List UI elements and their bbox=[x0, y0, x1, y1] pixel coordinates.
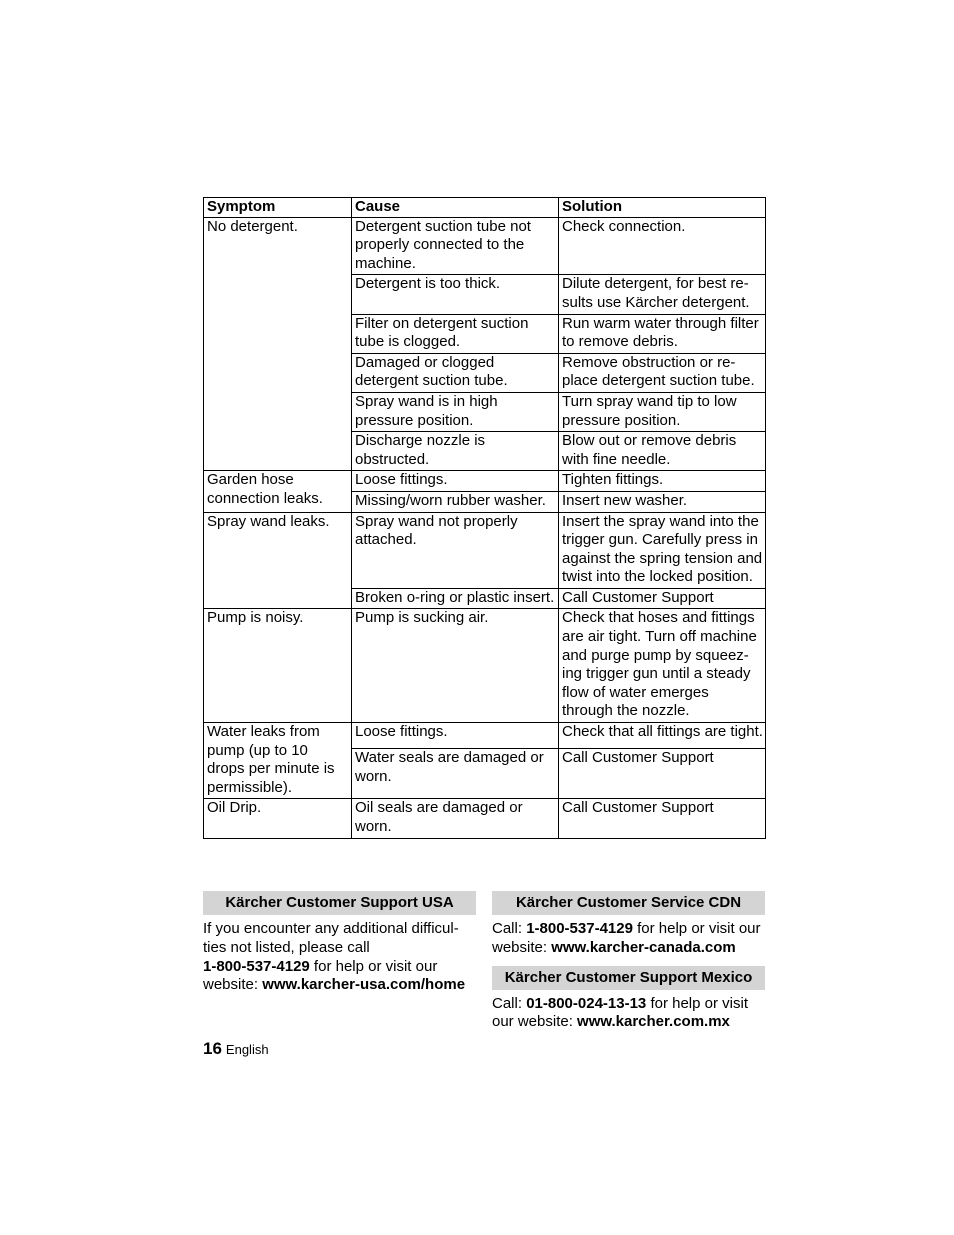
page-footer bbox=[203, 1039, 269, 1059]
table-row bbox=[204, 609, 766, 723]
cause-cell: Loose fittings. bbox=[352, 723, 559, 749]
table-header-row bbox=[204, 198, 766, 218]
support-mexico-intro: Call: bbox=[492, 994, 527, 1012]
solution-cell: Insert new washer. bbox=[559, 491, 766, 512]
cause-cell: Damaged or clogged detergent suction tube. bbox=[352, 353, 559, 392]
solution-cell: Dilute detergent, for best re-sults use Kärcher detergent. bbox=[559, 275, 766, 314]
cause-cell: Spray wand not properly attached. bbox=[352, 512, 559, 588]
cause-cell: Missing/worn rubber washer. bbox=[352, 491, 559, 512]
table-row bbox=[204, 723, 766, 749]
solution-cell: Check that hoses and fittings are air tight. Turn off machine and purge pump by squeez-ing trigger gun until a steady flow of water emerges through the nozzle. bbox=[559, 609, 766, 723]
solution-cell: Check connection. bbox=[559, 217, 766, 275]
support-cdn-text bbox=[492, 920, 765, 958]
header-cause: Cause bbox=[352, 198, 559, 218]
support-usa-intro: If you encounter any additional difficul-ties not listed, please call bbox=[203, 920, 459, 956]
cause-cell: Broken o-ring or plastic insert. bbox=[352, 588, 559, 609]
support-usa-mid: for help or visit our website: bbox=[203, 957, 438, 994]
support-cdn-intro: Call: bbox=[492, 920, 527, 937]
support-cdn-website: www.karcher-canada.com bbox=[551, 938, 736, 956]
solution-cell: Call Customer Support bbox=[559, 799, 766, 838]
symptom-cell: Water leaks from pump (up to 10 drops per minute is permissible). bbox=[204, 723, 352, 799]
support-usa-text bbox=[203, 920, 476, 995]
support-mexico-heading: Kärcher Customer Support Mexico bbox=[492, 966, 765, 990]
cause-cell: Detergent is too thick. bbox=[352, 275, 559, 314]
support-cdn-phone: 1-800-537-4129 bbox=[526, 920, 633, 937]
symptom-cell: Oil Drip. bbox=[204, 799, 352, 838]
cause-cell: Filter on detergent suction tube is clogged. bbox=[352, 314, 559, 353]
header-symptom: Symptom bbox=[204, 198, 352, 218]
solution-cell: Remove obstruction or re-place detergent suction tube. bbox=[559, 353, 766, 392]
cause-cell: Loose fittings. bbox=[352, 471, 559, 492]
cause-cell: Spray wand is in high pressure position. bbox=[352, 392, 559, 431]
solution-cell: Tighten fittings. bbox=[559, 471, 766, 492]
table-row bbox=[204, 217, 766, 275]
solution-cell: Check that all fittings are tight. bbox=[559, 723, 766, 749]
table-row bbox=[204, 471, 766, 492]
support-mexico-mid: for help or visit our website: bbox=[492, 994, 748, 1031]
solution-cell: Blow out or remove debris with fine needle. bbox=[559, 432, 766, 471]
support-mexico-website: www.karcher.com.mx bbox=[577, 1013, 730, 1031]
cause-cell: Discharge nozzle is obstructed. bbox=[352, 432, 559, 471]
support-usa-heading: Kärcher Customer Support USA bbox=[203, 891, 476, 915]
support-usa-section bbox=[203, 891, 476, 995]
support-usa-website: www.karcher-usa.com/home bbox=[262, 976, 466, 994]
support-mexico-text bbox=[492, 995, 765, 1033]
page-number: 16 bbox=[203, 1039, 222, 1058]
solution-cell: Turn spray wand tip to low pressure position. bbox=[559, 392, 766, 431]
symptom-cell: Pump is noisy. bbox=[204, 609, 352, 723]
cause-cell: Pump is sucking air. bbox=[352, 609, 559, 723]
solution-cell: Run warm water through filter to remove debris. bbox=[559, 314, 766, 353]
cause-cell: Water seals are damaged or worn. bbox=[352, 749, 559, 799]
troubleshooting-table bbox=[203, 197, 766, 839]
symptom-cell: No detergent. bbox=[204, 217, 352, 471]
support-usa-phone: 1-800-537-4129 bbox=[203, 957, 310, 975]
symptom-cell: Spray wand leaks. bbox=[204, 512, 352, 609]
table-row bbox=[204, 512, 766, 588]
solution-cell: Call Customer Support bbox=[559, 588, 766, 609]
table-row bbox=[204, 799, 766, 838]
support-cdn-heading: Kärcher Customer Service CDN bbox=[492, 891, 765, 915]
cause-cell: Oil seals are damaged or worn. bbox=[352, 799, 559, 838]
symptom-cell: Garden hose connection leaks. bbox=[204, 471, 352, 512]
support-mexico-phone: 01-800-024-13-13 bbox=[526, 994, 647, 1012]
support-cdn-mid: for help or visit our website: bbox=[492, 920, 761, 956]
solution-cell: Call Customer Support bbox=[559, 749, 766, 799]
cause-cell: Detergent suction tube not properly connected to the machine. bbox=[352, 217, 559, 275]
footer-language: English bbox=[225, 1042, 269, 1057]
support-cdn-mexico-section bbox=[492, 891, 765, 1032]
solution-cell: Insert the spray wand into the trigger gun. Carefully press in against the spring tension and twist into the locked position. bbox=[559, 512, 766, 588]
header-solution: Solution bbox=[559, 198, 766, 218]
